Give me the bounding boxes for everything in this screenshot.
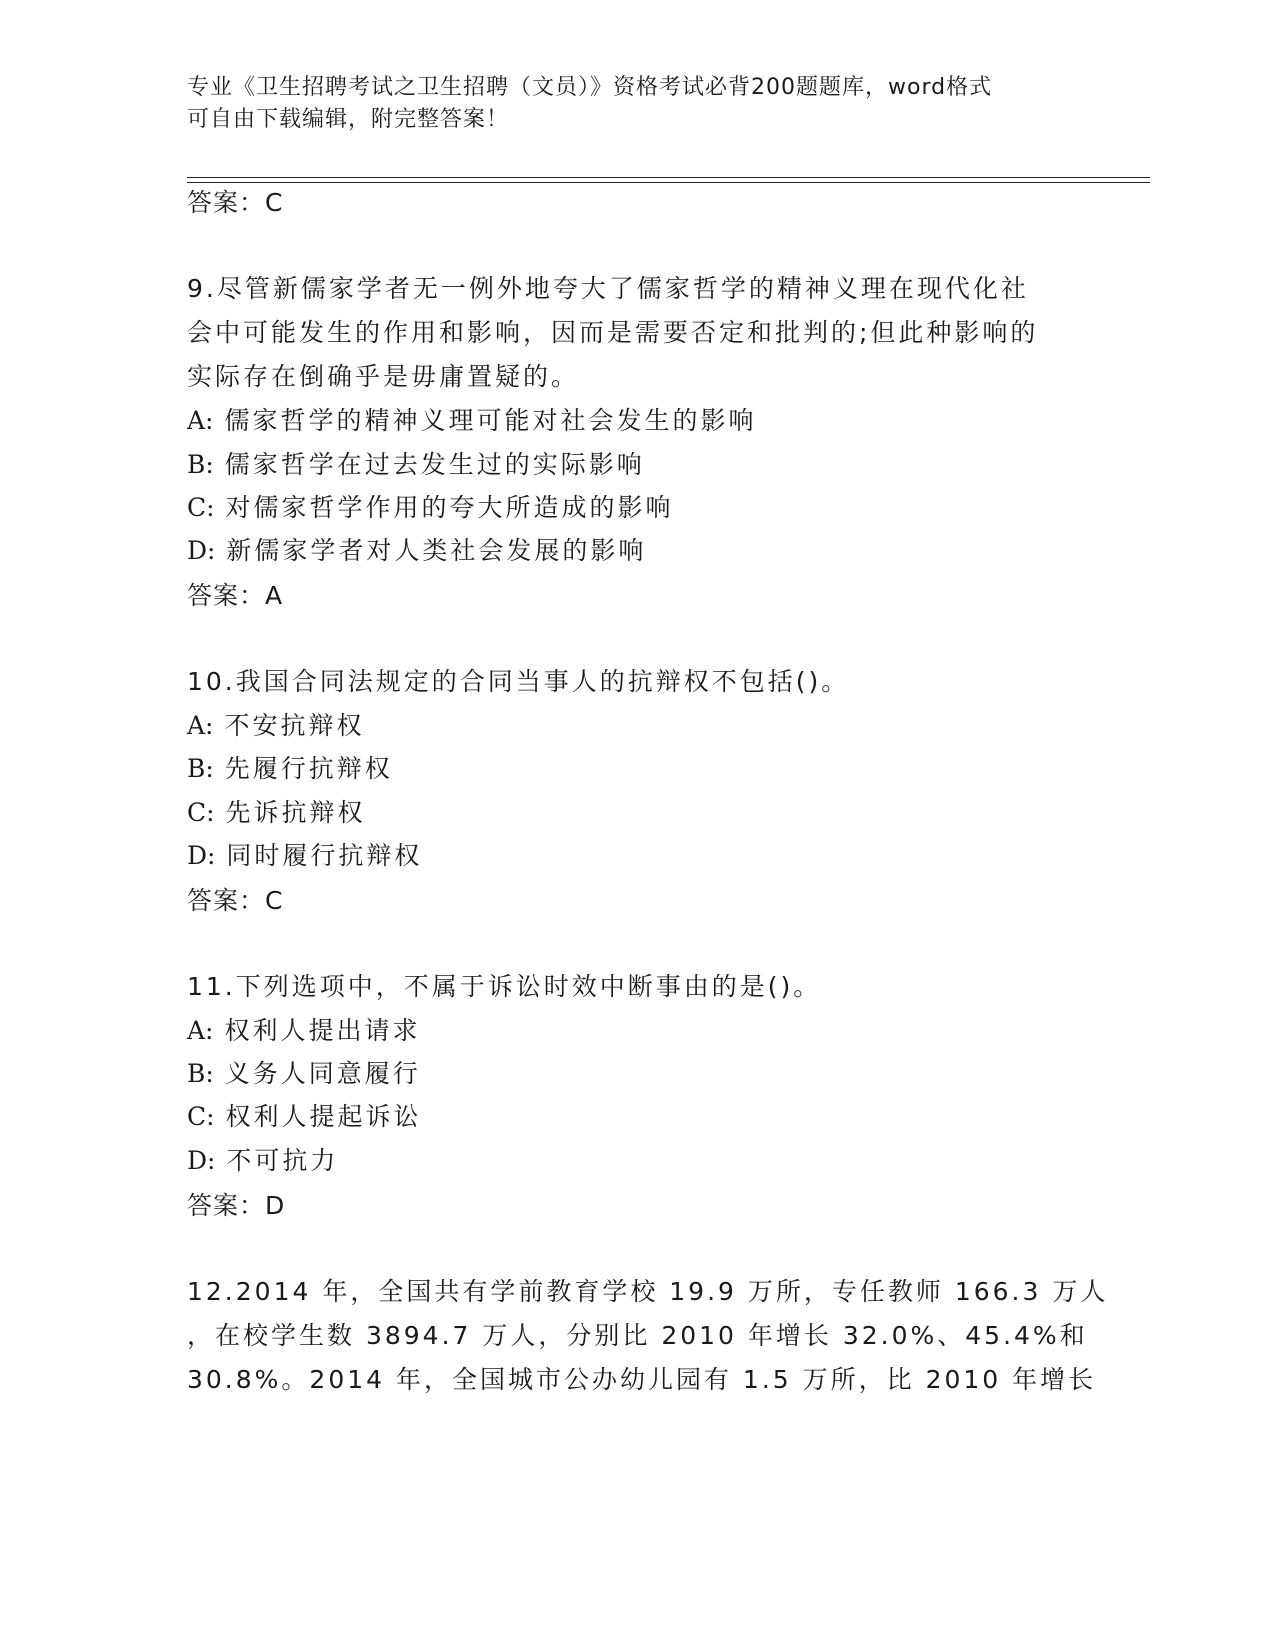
header-line-2: 可自由下载编辑，附完整答案！ — [187, 107, 510, 132]
question-11-option-d — [187, 1144, 338, 1178]
option-text: 儒家哲学的精神义理可能对社会发生的影响 — [224, 406, 757, 435]
question-10-option-a — [187, 709, 364, 743]
option-key: B: — [187, 1059, 214, 1088]
option-text: 权利人提起诉讼 — [225, 1102, 422, 1131]
header-line-1: 专业《卫生招聘考试之卫生招聘（文员）》资格考试必背200题题库，word格式 — [187, 75, 993, 100]
question-11-option-b — [187, 1057, 421, 1091]
question-9-option-b — [187, 448, 645, 482]
answer-q8: 答案：C — [187, 188, 284, 217]
question-10-option-c — [187, 796, 366, 830]
question-12-stem-line-2: ，在校学生数 3894.7 万人，分别比 2010 年增长 32.0%、45.4%和 — [187, 1321, 1088, 1350]
option-text: 新儒家学者对人类社会发展的影响 — [226, 536, 647, 565]
option-key: C: — [187, 493, 215, 522]
option-text: 先诉抗辩权 — [225, 798, 366, 827]
option-key: A: — [187, 1016, 214, 1045]
question-10-option-d — [187, 839, 422, 873]
header-divider-top — [187, 177, 1150, 178]
option-text: 先履行抗辩权 — [224, 754, 393, 783]
question-11-stem: 11.下列选项中，不属于诉讼时效中断事由的是()。 — [187, 972, 822, 1001]
question-9-stem-line-3: 实际存在倒确乎是毋庸置疑的。 — [187, 362, 580, 391]
option-text: 不安抗辩权 — [224, 711, 365, 740]
answer-q9: 答案：A — [187, 581, 284, 610]
question-11-option-c — [187, 1100, 422, 1134]
option-key: D: — [187, 1146, 216, 1175]
header-divider-bottom — [187, 182, 1150, 183]
question-11-option-a — [187, 1014, 420, 1048]
option-text: 义务人同意履行 — [224, 1059, 421, 1088]
option-key: D: — [187, 841, 216, 870]
option-text: 儒家哲学在过去发生过的实际影响 — [224, 450, 645, 479]
question-12-stem-line-3: 30.8%。2014 年，全国城市公办幼儿园有 1.5 万所，比 2010 年增长 — [187, 1365, 1097, 1394]
question-9-stem-line-1: 9.尽管新儒家学者无一例外地夸大了儒家哲学的精神义理在现代化社 — [187, 274, 1029, 303]
option-key: B: — [187, 754, 214, 783]
option-text: 同时履行抗辩权 — [226, 841, 423, 870]
option-text: 权利人提出请求 — [224, 1016, 421, 1045]
option-key: C: — [187, 798, 215, 827]
question-10-stem: 10.我国合同法规定的合同当事人的抗辩权不包括()。 — [187, 667, 850, 696]
option-key: A: — [187, 406, 214, 435]
question-9-option-a — [187, 404, 756, 438]
question-9-option-d — [187, 534, 646, 568]
answer-q11: 答案：D — [187, 1191, 286, 1220]
option-text: 对儒家哲学作用的夸大所造成的影响 — [225, 493, 674, 522]
option-key: B: — [187, 450, 214, 479]
question-12-stem-line-1: 12.2014 年，全国共有学前教育学校 19.9 万所，专任教师 166.3 万人 — [187, 1277, 1109, 1306]
option-key: A: — [187, 711, 214, 740]
option-text: 不可抗力 — [226, 1146, 339, 1175]
answer-q10: 答案：C — [187, 886, 284, 915]
question-9-stem-line-2: 会中可能发生的作用和影响，因而是需要否定和批判的;但此种影响的 — [187, 318, 1039, 347]
document-header — [187, 72, 1067, 136]
option-key: D: — [187, 536, 216, 565]
question-9-option-c — [187, 491, 674, 525]
question-10-option-b — [187, 752, 393, 786]
option-key: C: — [187, 1102, 215, 1131]
